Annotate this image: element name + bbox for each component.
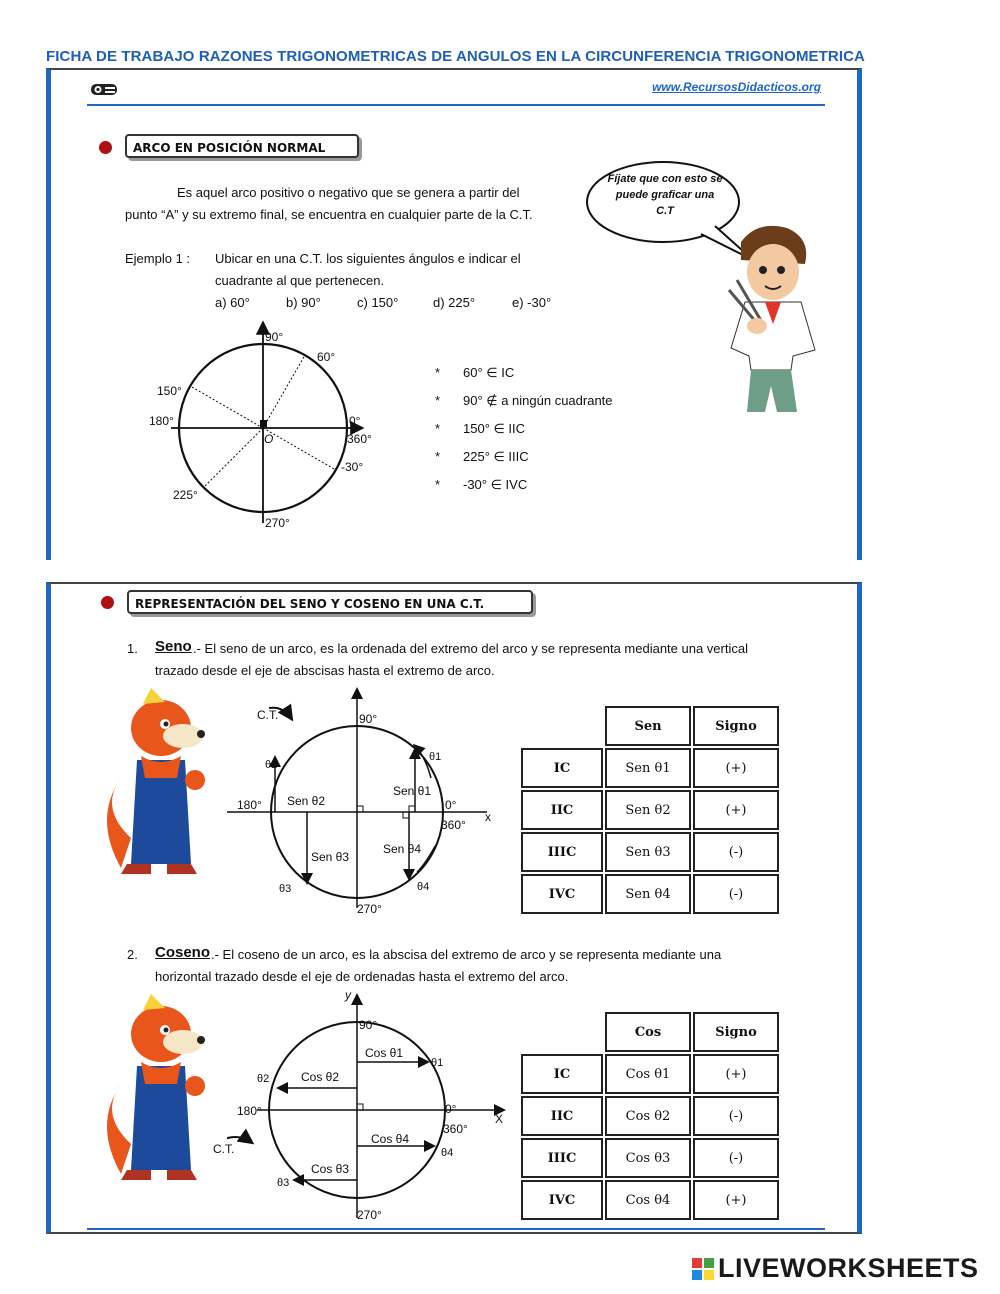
sine-label-90: 90° xyxy=(359,712,378,726)
paragraph-line-2: punto “A” y su extremo final, se encuentra en cualquier parte de la C.T. xyxy=(125,207,533,222)
option-b: b) 90° xyxy=(286,295,321,310)
table-header: Sen xyxy=(605,706,691,746)
cosine-label-cos1: Cos θ1 xyxy=(365,1046,404,1060)
table-cell: Cos θ3 xyxy=(605,1138,691,1178)
table-cell: Sen θ3 xyxy=(605,832,691,872)
sine-label-sen3: Sen θ3 xyxy=(311,850,350,864)
label-0: 0° xyxy=(349,414,361,428)
table-cell: (+) xyxy=(693,1180,779,1220)
sine-label-270: 270° xyxy=(357,902,382,916)
answer-bullet: * xyxy=(435,393,441,408)
table-cell: Cos θ2 xyxy=(605,1096,691,1136)
answer-3: 150° ∈ IIC xyxy=(463,421,526,436)
option-d: d) 225° xyxy=(433,295,476,310)
section-bullet-icon xyxy=(99,141,112,154)
footer-rule xyxy=(87,1228,825,1230)
label-60: 60° xyxy=(317,350,336,364)
table-cell: IIC xyxy=(521,1096,603,1136)
option-a: a) 60° xyxy=(215,295,250,310)
website-link[interactable]: www.RecursosDidacticos.org xyxy=(652,80,821,94)
table-cell: IIIC xyxy=(521,832,603,872)
table-cell: (-) xyxy=(693,874,779,914)
sine-label-sen1: Sen θ1 xyxy=(393,784,432,798)
sine-label-x: x xyxy=(485,810,491,824)
table-cell: (+) xyxy=(693,1054,779,1094)
table-cell: (+) xyxy=(693,748,779,788)
sine-sign-table xyxy=(519,704,781,916)
liveworksheets-logo-icon xyxy=(692,1258,714,1280)
sine-theta-4: θ4 xyxy=(417,881,430,893)
example-line-1: Ubicar en una C.T. los siguientes ángulos e indicar el xyxy=(215,251,521,266)
cosine-label-90: 90° xyxy=(359,1018,378,1032)
table-cell: Cos θ4 xyxy=(605,1180,691,1220)
table-cell: Sen θ2 xyxy=(605,790,691,830)
table-cell: IVC xyxy=(521,1180,603,1220)
table-cell: IIIC xyxy=(521,1138,603,1178)
bubble-line-3: C.T xyxy=(656,205,674,217)
table-cell: (-) xyxy=(693,1096,779,1136)
cosine-label-270: 270° xyxy=(357,1208,382,1222)
table-cell: (-) xyxy=(693,1138,779,1178)
cosine-label-cos3: Cos θ3 xyxy=(311,1162,350,1176)
sine-label-sen2: Sen θ2 xyxy=(287,794,326,808)
coseno-definition-2: horizontal trazado desde el eje de ordenadas hasta el extremo del arco. xyxy=(155,969,569,984)
seno-definition-1: .- El seno de un arco, es la ordenada del extremo del arco y se representa mediante una vertical xyxy=(193,641,748,656)
table-header: Signo xyxy=(693,1012,779,1052)
cosine-label-cos4: Cos θ4 xyxy=(371,1132,410,1146)
sine-theta-3: θ3 xyxy=(279,883,292,895)
header-rule xyxy=(87,104,825,106)
answer-5: -30° ∈ IVC xyxy=(463,477,528,492)
sine-label-360: 360° xyxy=(441,818,466,832)
cosine-theta-4: θ4 xyxy=(441,1147,454,1159)
bubble-line-2: puede graficar una xyxy=(615,189,715,201)
cosine-theta-1: θ1 xyxy=(431,1057,444,1069)
label-minus-30: -30° xyxy=(341,460,364,474)
publisher-logo-icon xyxy=(89,80,121,100)
cosine-sign-table xyxy=(519,1010,781,1222)
section-bullet-icon xyxy=(101,596,114,609)
table-cell: Sen θ1 xyxy=(605,748,691,788)
table-cell: IVC xyxy=(521,874,603,914)
table-cell: IC xyxy=(521,748,603,788)
answer-bullet: * xyxy=(435,449,441,464)
label-90: 90° xyxy=(265,330,284,344)
example-line-2: cuadrante al que pertenecen. xyxy=(215,273,385,288)
table-cell: (+) xyxy=(693,790,779,830)
label-180: 180° xyxy=(149,414,174,428)
cosine-label-ct: C.T. xyxy=(213,1142,235,1156)
sine-theta-2: θ2 xyxy=(265,759,278,771)
fox-mascot-illustration xyxy=(91,688,221,878)
seno-definition-2: trazado desde el eje de abscisas hasta el extremo de arco. xyxy=(155,663,495,678)
answer-bullet: * xyxy=(435,421,441,436)
sine-label-sen4: Sen θ4 xyxy=(383,842,422,856)
coseno-term: Coseno xyxy=(155,944,211,961)
section-title-arco: ARCO EN POSICIÓN NORMAL xyxy=(125,134,359,158)
label-225: 225° xyxy=(173,488,198,502)
label-origin: O xyxy=(264,432,274,446)
cosine-label-cos2: Cos θ2 xyxy=(301,1070,340,1084)
bubble-line-1: Fíjate que con esto se xyxy=(607,173,723,185)
answer-bullet: * xyxy=(435,365,441,380)
sine-theta-1: θ1 xyxy=(429,751,442,763)
cosine-label-y: y xyxy=(345,988,351,1002)
option-c: c) 150° xyxy=(357,295,399,310)
cosine-label-X: X xyxy=(495,1112,504,1126)
option-e: e) -30° xyxy=(512,295,552,310)
cosine-label-0: 0° xyxy=(445,1102,457,1116)
liveworksheets-brand[interactable]: LIVEWORKSHEETS xyxy=(718,1253,979,1283)
answer-bullet: * xyxy=(435,477,441,492)
seno-term: Seno xyxy=(155,638,192,655)
cosine-label-360: 360° xyxy=(443,1122,468,1136)
label-270: 270° xyxy=(265,516,290,530)
sine-label-0: 0° xyxy=(445,798,457,812)
table-cell: IIC xyxy=(521,790,603,830)
cosine-label-180: 180° xyxy=(237,1104,262,1118)
table-cell: IC xyxy=(521,1054,603,1094)
label-150: 150° xyxy=(157,384,182,398)
coseno-number: 2. xyxy=(127,947,138,962)
sine-label-ct: C.T. xyxy=(257,708,279,722)
answer-1: 60° ∈ IC xyxy=(463,365,515,380)
sine-label-180: 180° xyxy=(237,798,262,812)
cosine-theta-2: θ2 xyxy=(257,1073,270,1085)
seno-number: 1. xyxy=(127,641,138,656)
table-header: Signo xyxy=(693,706,779,746)
answer-4: 225° ∈ IIIC xyxy=(463,449,529,464)
coseno-definition-1: .- El coseno de un arco, es la abscisa del extremo de arco y se representa mediante una xyxy=(211,947,722,962)
table-cell: Sen θ4 xyxy=(605,874,691,914)
table-cell: (-) xyxy=(693,832,779,872)
page-title: FICHA DE TRABAJO RAZONES TRIGONOMETRICAS DE ANGULOS EN LA CIRCUNFERENCIA TRIGONOMETRICA xyxy=(46,48,865,65)
section-title-seno-coseno: REPRESENTACIÓN DEL SENO Y COSENO EN UNA C.T. xyxy=(127,590,533,614)
answer-2: 90° ∉ a ningún cuadrante xyxy=(463,393,613,408)
example-label: Ejemplo 1 : xyxy=(125,251,191,266)
label-360: 360° xyxy=(347,432,372,446)
fox-mascot-illustration xyxy=(91,994,221,1184)
paragraph-line-1: Es aquel arco positivo o negativo que se genera a partir del xyxy=(177,185,520,200)
worksheet-page-2 xyxy=(46,582,862,1234)
table-cell: Cos θ1 xyxy=(605,1054,691,1094)
cosine-theta-3: θ3 xyxy=(277,1177,290,1189)
worksheet-page-1 xyxy=(46,68,862,560)
boy-illustration xyxy=(711,220,821,416)
table-header: Cos xyxy=(605,1012,691,1052)
